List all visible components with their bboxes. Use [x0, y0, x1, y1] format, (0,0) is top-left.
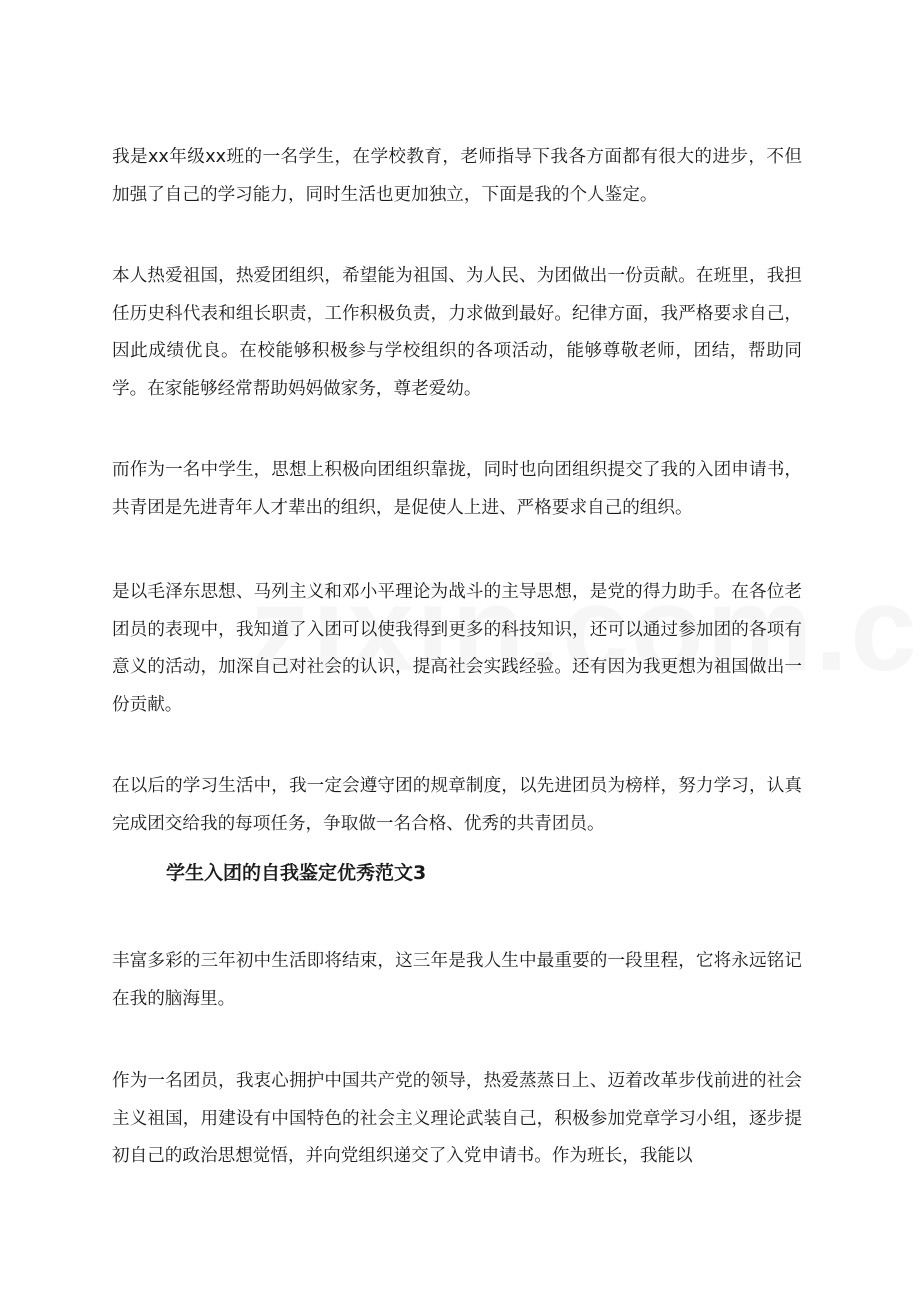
section-heading: 学生入团的自我鉴定优秀范文3	[166, 862, 427, 884]
paragraph-6: 丰富多彩的三年初中生活即将结束，这三年是我人生中最重要的一段里程，它将永远铭记在我的脑海里。	[112, 951, 802, 1009]
paragraph-4: 是以毛泽东思想、马列主义和邓小平理论为战斗的主导思想，是党的得力助手。在各位老团员的表现中，我知道了入团可以使我得到更多的科技知识，还可以通过参加团的各项有意义的活动，加深自己对社会的认识，提高社会实践经验。还有因为我更想为祖国做出一份贡献。	[112, 582, 802, 715]
paragraph-1: 我是xx年级xx班的一名学生，在学校教育，老师指导下我各方面都有很大的进步，不但加强了自己的学习能力，同时生活也更加独立，下面是我的个人鉴定。	[112, 147, 802, 205]
paragraph-5: 在以后的学习生活中，我一定会遵守团的规章制度，以先进团员为榜样，努力学习，认真完成团交给我的每项任务，争取做一名合格、优秀的共青团员。	[112, 776, 802, 834]
paragraph-2: 本人热爱祖国，热爱团组织，希望能为祖国、为人民、为团做出一份贡献。在班里，我担任历史科代表和组长职责，工作积极负责，力求做到最好。纪律方面，我严格要求自己，因此成绩优良。在校能够积极参与学校组织的各项活动，能够尊敬老师，团结，帮助同学。在家能够经常帮助妈妈做家务，尊老爱幼。	[112, 266, 802, 399]
paragraph-7: 作为一名团员，我衷心拥护中国共产党的领导，热爱蒸蒸日上、迈着改革步伐前进的社会主义祖国，用建设有中国特色的社会主义理论武装自己，积极参加党章学习小组，逐步提初自己的政治思想觉悟，并向党组织递交了入党申请书。作为班长，我能以	[112, 1071, 802, 1166]
paragraph-3: 而作为一名中学生，思想上积极向团组织靠拢，同时也向团组织提交了我的入团申请书，共青团是先进青年人才辈出的组织，是促使人上进、严格要求自己的组织。	[112, 460, 802, 518]
